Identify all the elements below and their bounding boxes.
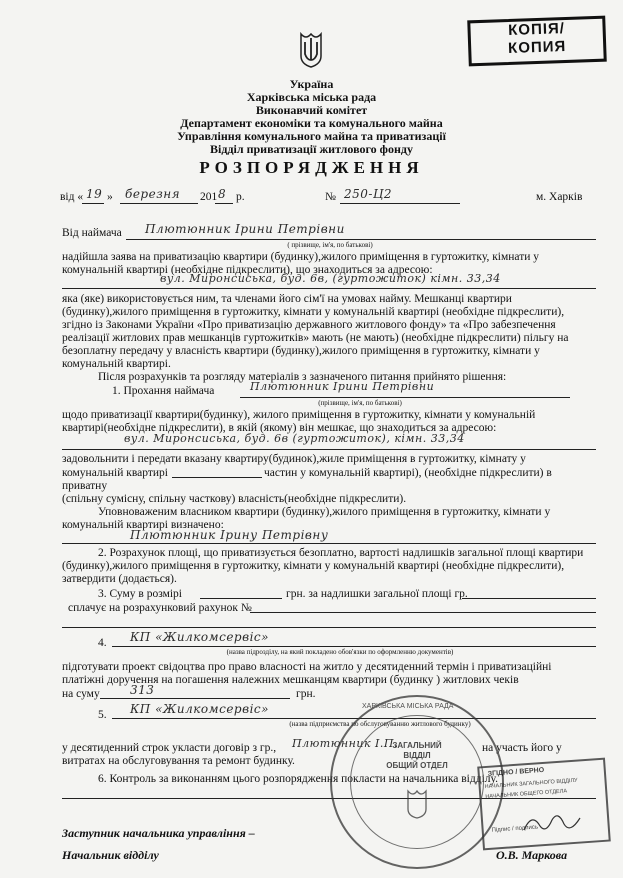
p6-line2: витратах на обслуговування та ремонт будинку. <box>62 755 295 767</box>
signatory-title1: Заступник начальника управління – <box>62 826 255 840</box>
trident-emblem-icon <box>298 30 324 68</box>
p3-line1: 2. Розрахунок площі, що приватизується безоплатно, вартості надлишків загальної площі квартири <box>98 547 584 559</box>
p2-line3: квартирі(необхідне підкреслити), в якій (якому) він мешкає, що знаходиться за адресою: <box>62 422 497 434</box>
header-line5: Управління комунального майна та приватизації <box>177 129 446 143</box>
p1-address: вул. Миронсиська, буд. 6в, (гуртожиток) кімн. 33,34 <box>160 272 501 285</box>
tenant-caption: ( прізвище, ім'я, по батькові) <box>287 241 373 249</box>
true-copy-l2: НАЧАЛЬНИК ЗАГАЛЬНОГО ВІДДІЛУ <box>484 777 578 791</box>
p5-value: КП «Жилкомсервіс» <box>130 630 269 644</box>
p2-line5b: частин у комунальній квартирі), (необхідне підкреслити) в <box>264 467 552 479</box>
p2-item1-label: 1. Прохання наймача <box>112 385 215 397</box>
p1-line8: комунальній квартирі. <box>62 358 171 370</box>
date-prefix: від « <box>60 191 84 203</box>
city: м. Харків <box>536 191 583 203</box>
p3-line2: (будинку),жилого приміщення в гуртожитку, кімнати у комунальній квартирі (необхідне підкреслити), <box>62 560 565 572</box>
date-year-suffix: 8 <box>218 187 227 201</box>
p2-line2: щодо приватизації квартири(будинку), жилого приміщення в гуртожитку, кімнати у комунальній <box>62 409 536 421</box>
p1-line3: яка (яке) використовується ним, та членами його сім'ї на умовах найму. Мешканці квартири <box>62 293 512 305</box>
true-copy-l4: Підпис / подпись <box>491 824 539 834</box>
date-year-prefix: 201 <box>200 191 218 203</box>
p2-line6: приватну <box>62 480 108 492</box>
seal-center1: ЗАГАЛЬНИЙ <box>392 741 442 750</box>
p5-line3a: на суму <box>62 688 100 700</box>
date-month: березня <box>125 187 181 201</box>
header-line2: Харківська міська рада <box>246 90 377 104</box>
signatory-title2: Начальник відділу <box>62 848 159 862</box>
order-number: 250-Ц2 <box>344 187 393 201</box>
p1-line5: згідно із Законами України «Про приватизацію державного житлового фонду» та «Про забезпечення <box>62 319 556 331</box>
p3-line3: затвердити (додається). <box>62 573 177 585</box>
p5-line2: платіжні доручення на погашення належних мешканцям квартири (будинку ) житлових чеків <box>62 674 519 686</box>
header-line4: Департамент економіки та комунального майна <box>180 116 443 130</box>
p1-line2: комунальній квартирі (необхідне підкреслити), що знаходиться за адресою: <box>62 264 433 276</box>
p1-line6: реалізації житлових прав мешканців гуртожитків» мають (не мають) (необхідне підкреслити) пільгу на <box>62 332 569 344</box>
seal-outer-text: ХАРКІВСЬКА МІСЬКА РАДА <box>362 703 454 710</box>
seal-trident-icon <box>406 789 428 819</box>
p5-sum: 313 <box>130 683 155 697</box>
p6-caption: (назва підприємства по обслуговуванню житлового будинку) <box>289 720 471 728</box>
header-block <box>0 78 623 156</box>
p2-item1-name: Плютюнник Ірини Петрівни <box>250 380 435 393</box>
tenant-label: Від наймача <box>62 227 122 239</box>
p2-line4: задовольнити і передати вказану квартиру(будинок),жиле приміщення в гуртожитку, кімнату у <box>62 453 526 465</box>
p5-label: 4. <box>98 637 107 649</box>
header-line1: Україна <box>289 77 334 91</box>
p1-line7: безоплатну передачу у власність квартири (будинку),жилого приміщення в гуртожитку, кімнати у <box>62 345 540 357</box>
p5-caption: (назва підрозділу, на який покладено обов'язки по оформленню документів) <box>226 648 454 656</box>
date-line <box>60 187 600 206</box>
p6-line1a: у десятиденний строк укласти договір з гр., <box>62 742 277 754</box>
copy-stamp <box>467 16 607 67</box>
p6-label: 5. <box>98 709 107 721</box>
handwritten-signature-icon <box>520 808 590 838</box>
signatory-name: О.В. Маркова <box>496 848 568 862</box>
p5-line1: підготувати проект свідоцтва про право власності на житло у десятиденний термін і приватизаційні <box>62 661 552 673</box>
p2-line1: Після розрахунків та розгляду матеріалів з зазначеного питання прийнято рішення: <box>98 371 507 383</box>
p7-line1: 6. Контроль за виконанням цього розпорядження покласти на начальника відділу. <box>98 773 498 785</box>
p4-line2: сплачує на розрахунковий рахунок № <box>68 602 252 614</box>
p1-line4: (будинку),жилого приміщення в гуртожитку, кімнати у комунальній квартирі (необхідне підкреслити), <box>62 306 565 318</box>
p2-line7: (спільну сумісну, спільну часткову) власність(необхідне підкреслити). <box>62 493 407 505</box>
p2-line9: комунальній квартирі визначено: <box>62 519 224 531</box>
header-line6: Відділ приватизації житлового фонду <box>210 142 413 156</box>
p6-value: КП «Жилкомсервіс» <box>130 702 269 716</box>
document-title: РОЗПОРЯДЖЕННЯ <box>199 158 424 177</box>
copy-stamp-line2: КОПИЯ <box>507 37 567 58</box>
p4-line1b: грн. за надлишки загальної площі гр. <box>286 588 468 600</box>
p2-address: вул. Миронсиська, буд. 6в (гуртожиток), кімн. 33,34 <box>124 432 465 445</box>
seal-center3: ОБЩИЙ ОТДЕЛ <box>386 761 448 770</box>
order-number-label: № <box>325 191 336 203</box>
date-day: 19 <box>86 187 103 201</box>
p2-item1-caption: (прізвище, ім'я, по батькові) <box>318 399 402 407</box>
date-mid: » <box>107 191 113 203</box>
p6-line1b: на участь його у <box>482 742 562 754</box>
true-copy-l3: НАЧАЛЬНИК ОБЩЕГО ОТДЕЛА <box>485 788 568 801</box>
date-year-end: р. <box>236 191 245 203</box>
p2-owner: Плютюнник Ірину Петрівну <box>130 528 329 542</box>
tenant-name: Плютюнник Ірини Петрівни <box>145 222 345 236</box>
p2-line5: комунальній квартирі <box>62 467 168 479</box>
copy-stamp-line1: КОПІЯ/ <box>507 20 566 39</box>
p6-line1-name: Плютюнник І.П. <box>292 737 398 750</box>
true-copy-l1: ЗГІДНО / ВЕРНО <box>487 766 545 778</box>
p4-line1a: 3. Суму в розмірі <box>98 588 182 600</box>
seal-center2: ВІДДІЛ <box>403 751 431 760</box>
p5-line3b: грн. <box>296 688 316 700</box>
p1-line1: надійшла заява на приватизацію квартири (будинку),жилого приміщення в гуртожитку, кімнати у <box>62 251 540 263</box>
p2-line8: Уповноваженим власником квартири (будинку),жилого приміщення в гуртожитку, кімнати у <box>98 506 551 518</box>
header-line3: Виконавчий комітет <box>255 103 368 117</box>
